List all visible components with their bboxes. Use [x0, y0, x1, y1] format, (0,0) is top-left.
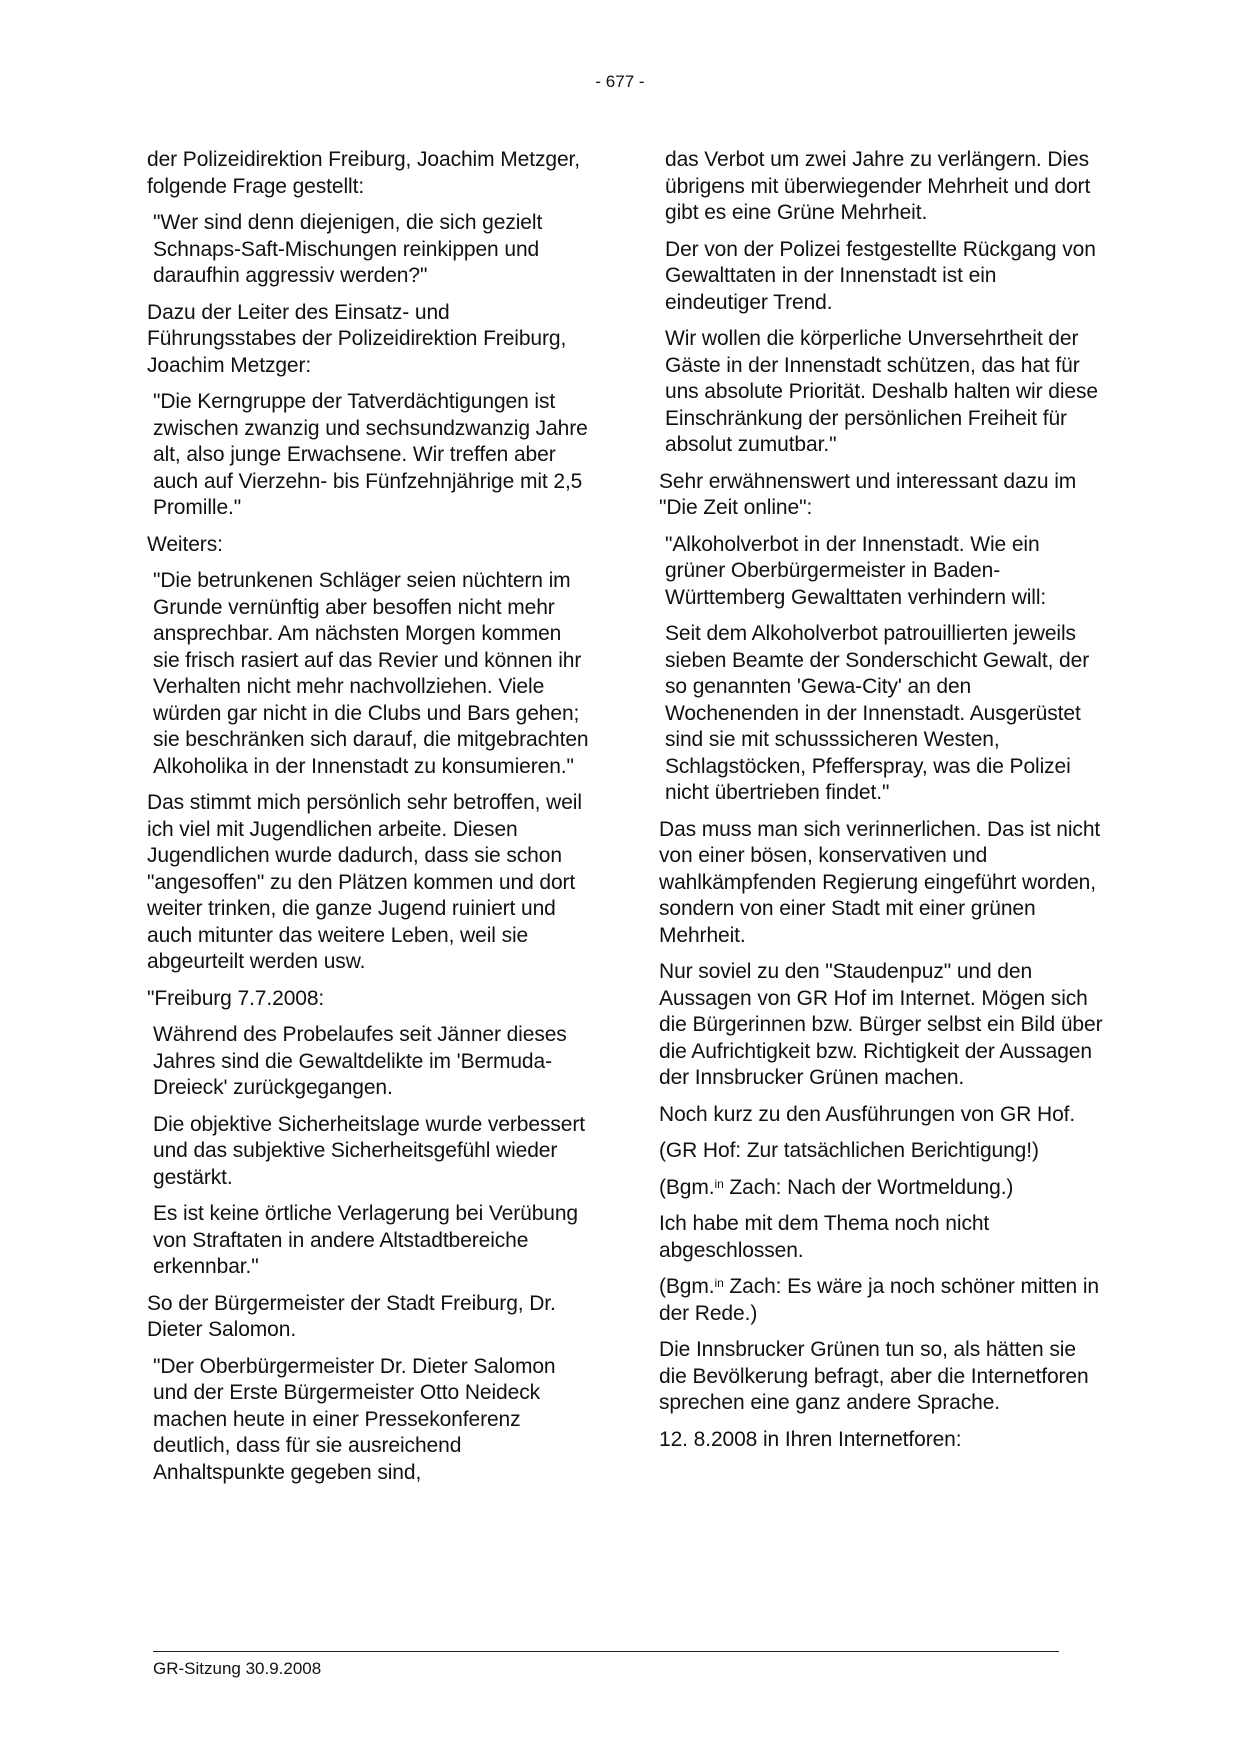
- interjection-text: Zach: Nach der Wortmeldung.): [723, 1175, 1014, 1199]
- paragraph-quote: "Der Oberbürgermeister Dr. Dieter Salomon und der Erste Bürgermeister Otto Neideck machen heute in einer Pressekonferenz deutlich, dass für sie ausreichend Anhaltspunkte gegeben sind,: [153, 1354, 556, 1484]
- footer: GR-Sitzung 30.9.2008: [153, 1659, 322, 1678]
- interjection-prefix: (Bgm.: [659, 1175, 715, 1199]
- paragraph: Sehr erwähnenswert und interessant dazu im "Die Zeit online":: [659, 469, 1077, 519]
- interjection: [659, 1175, 1104, 1202]
- right-column: [659, 147, 1104, 1463]
- paragraph: Das muss man sich verinnerlichen. Das ist nicht von einer bösen, konservativen und wahlkämpfenden Regierung eingeführt worden, sondern von einer Stadt mit einer grünen Mehrheit.: [659, 817, 1101, 947]
- paragraph-quote: "Die betrunkenen Schläger seien nüchtern im Grunde vernünftig aber besoffen nicht mehr ansprechbar. Am nächsten Morgen kommen sie frisch rasiert auf das Revier und können ihr Verhalten nicht mehr nachvollziehen. Viele würden gar nicht in die Clubs und Bars gehen; sie beschränken sich darauf, die mitgebrachten Alkoholika in der Innenstadt zu konsumieren.": [153, 569, 589, 778]
- paragraph-quote: Es ist keine örtliche Verlagerung bei Verübung von Straftaten in andere Altstadtbereiche erkennbar.": [153, 1202, 579, 1278]
- paragraph: So der Bürgermeister der Stadt Freiburg, Dr. Dieter Salomon.: [147, 1291, 556, 1341]
- interjection-prefix: (Bgm.: [659, 1275, 715, 1298]
- page-number: - 677 -: [595, 72, 645, 91]
- paragraph-quote: das Verbot um zwei Jahre zu verlängern. Dies übrigens mit überwiegender Mehrheit und dort gibt es eine Grüne Mehrheit.: [665, 148, 1091, 224]
- paragraph: Noch kurz zu den Ausführungen von GR Hof.: [659, 1102, 1076, 1126]
- paragraph-quote: Wir wollen die körperliche Unversehrtheit der Gäste in der Innenstadt schützen, das hat für uns absolute Priorität. Deshalb halten wir diese Einschränkung der persönlichen Freiheit für absolut zumutbar.": [665, 327, 1098, 456]
- paragraph: Das stimmt mich persönlich sehr betroffen, weil ich viel mit Jugendlichen arbeite. Diesen Jugendlichen wurde dadurch, dass sie schon "angesoffen" zu den Plätzen kommen und dort weiter trinken, die ganze Jugend ruiniert und auch mitunter das weitere Leben, weil sie abgeurteilt werden usw.: [147, 791, 582, 973]
- interjection: (GR Hof: Zur tatsächlichen Berichtigung!): [659, 1139, 1039, 1162]
- interjection: [659, 1274, 1104, 1327]
- footer-divider: [153, 1651, 1059, 1652]
- superscript: in: [714, 1276, 724, 1290]
- paragraph: 12. 8.2008 in Ihren Internetforen:: [659, 1427, 962, 1451]
- paragraph-quote: Seit dem Alkoholverbot patrouillierten jeweils sieben Beamte der Sonderschicht Gewalt, der so genannten 'Gewa-City' an den Wochenenden in der Innenstadt. Ausgerüstet sind sie mit schusssicheren Westen, Schlagstöcken, Pfefferspray, was die Polizei nicht übertrieben findet.": [665, 622, 1090, 804]
- paragraph-quote: "Die Kerngruppe der Tatverdächtigungen ist zwischen zwanzig und sechsundzwanzig Jahre alt, also junge Erwachsene. Wir treffen aber auch auf Vierzehn- bis Fünfzehnjährige mit 2,5 Promille.": [153, 390, 588, 519]
- paragraph: der Polizeidirektion Freiburg, Joachim Metzger, folgende Frage gestellt:: [147, 148, 580, 198]
- paragraph: Nur soviel zu den "Staudenpuz" und den Aussagen von GR Hof im Internet. Mögen sich die Bürgerinnen bzw. Bürger selbst ein Bild über die Aufrichtigkeit bzw. Richtigkeit der Aussagen der Innsbrucker Grünen machen.: [659, 960, 1103, 1089]
- paragraph: Dazu der Leiter des Einsatz- und Führungsstabes der Polizeidirektion Freiburg, Joachim Metzger:: [147, 300, 567, 377]
- paragraph-quote: "Alkoholverbot in der Innenstadt. Wie ein grüner Oberbürgermeister in Baden-Württemberg Gewalttaten verhindern will:: [665, 532, 1047, 609]
- paragraph-quote: Die objektive Sicherheitslage wurde verbessert und das subjektive Sicherheitsgefühl wieder gestärkt.: [153, 1112, 585, 1189]
- paragraph: Ich habe mit dem Thema noch nicht abgeschlossen.: [659, 1212, 990, 1262]
- paragraph: Weiters:: [147, 532, 223, 556]
- paragraph-quote: "Wer sind denn diejenigen, die sich gezielt Schnaps-Saft-Mischungen reinkippen und daraufhin aggressiv werden?": [153, 211, 543, 287]
- paragraph-quote: Während des Probelaufes seit Jänner dieses Jahres sind die Gewaltdelikte im 'Bermuda-Dreieck' zurückgegangen.: [153, 1023, 567, 1099]
- left-column: [147, 147, 592, 1496]
- paragraph: "Freiburg 7.7.2008:: [147, 986, 325, 1010]
- interjection-text: Zach: Es wäre ja noch schöner mitten in der Rede.): [659, 1275, 1099, 1325]
- superscript: in: [714, 1176, 724, 1191]
- paragraph-quote: Der von der Polizei festgestellte Rückgang von Gewalttaten in der Innenstadt ist ein eindeutiger Trend.: [665, 237, 1096, 314]
- paragraph: Die Innsbrucker Grünen tun so, als hätten sie die Bevölkerung befragt, aber die Internetforen sprechen eine ganz andere Sprache.: [659, 1338, 1089, 1414]
